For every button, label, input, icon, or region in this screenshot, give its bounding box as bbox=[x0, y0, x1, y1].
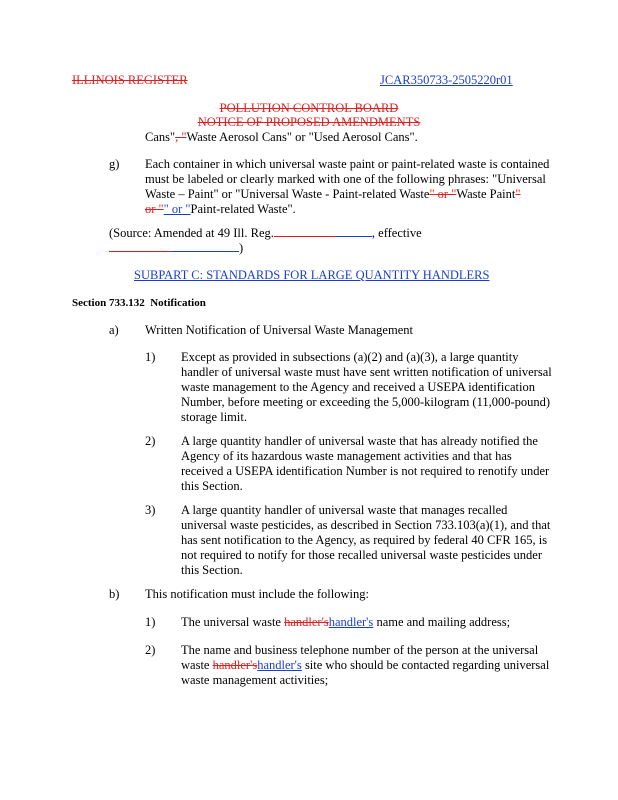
item-line: waste management to the Agency and received a USEPA identification bbox=[181, 380, 535, 394]
para-g-inserted: " or " bbox=[163, 202, 191, 216]
cont-text: " or " bbox=[286, 130, 314, 144]
cont-deleted: , " bbox=[175, 130, 187, 144]
para-b-title: This notification must include the following: bbox=[145, 587, 369, 601]
source-text: ) bbox=[239, 241, 244, 255]
board-title: POLLUTION CONTROL BOARD bbox=[219, 101, 399, 115]
item-line: Agency of its hazardous waste management activities and that has bbox=[181, 449, 512, 463]
item-deleted: handler's bbox=[212, 658, 258, 672]
source-note-line2 bbox=[109, 241, 243, 256]
section-number: Section 733.132 bbox=[72, 297, 145, 309]
item-line: storage limit. bbox=[181, 410, 247, 424]
item-b1-text bbox=[181, 615, 601, 630]
item-text: waste bbox=[181, 658, 213, 672]
source-blank-inserted bbox=[336, 227, 372, 237]
para-g-text-span: ". bbox=[287, 202, 296, 216]
source-text: , effective bbox=[371, 226, 422, 240]
para-g-line bbox=[145, 202, 595, 217]
item-line: this Section. bbox=[181, 563, 243, 577]
source-blank-deleted bbox=[274, 227, 336, 237]
para-g-text-span: "Universal bbox=[492, 172, 546, 186]
register-header-left: ILLINOIS REGISTER bbox=[72, 73, 188, 87]
item-text: name and mailing address; bbox=[373, 615, 511, 629]
para-g-text bbox=[145, 157, 595, 217]
para-g-deleted: or " bbox=[145, 202, 164, 216]
item-line: received a USEPA identification Number is not required to renotify under bbox=[181, 464, 550, 478]
register-header-right: JCAR350733-2505220r01 bbox=[380, 73, 513, 87]
para-g-text-span: Waste Paint bbox=[456, 187, 516, 201]
subpart-heading: SUBPART C: STANDARDS FOR LARGE QUANTITY HANDLERS bbox=[134, 268, 490, 282]
para-g-text-span: Paint-related Waste bbox=[190, 202, 288, 216]
source-note bbox=[109, 226, 422, 241]
item-line: The name and business telephone number of the person at the universal bbox=[181, 643, 539, 657]
para-g-deleted: " or " bbox=[429, 187, 457, 201]
item-line: has sent notification to the Agency, as required by federal 40 CFR 165, is bbox=[181, 533, 548, 547]
item-line: universal waste pesticides, as described in Section 733.103(a)(1), and that bbox=[181, 518, 551, 532]
item-a2-text bbox=[181, 434, 601, 494]
item-a3-text bbox=[181, 503, 601, 578]
cont-text: Used Aerosol Cans bbox=[313, 130, 410, 144]
source-text: (Source: Amended at 49 Ill. Reg. bbox=[109, 226, 274, 240]
item-inserted: handler's bbox=[328, 615, 374, 629]
para-g-line: Each container in which universal waste paint or paint-related waste is contained bbox=[145, 157, 550, 171]
item-line: this Section. bbox=[181, 479, 243, 493]
item-b1-label: 1) bbox=[145, 615, 156, 629]
item-line: A large quantity handler of universal waste that manages recalled bbox=[181, 503, 508, 517]
item-line: not required to notify for those recalled universal waste pesticides under bbox=[181, 548, 542, 562]
item-b2-text bbox=[181, 643, 601, 688]
continuation-line bbox=[145, 130, 418, 145]
para-g-text-span: Waste – Paint bbox=[145, 187, 214, 201]
item-text: site who should be contacted regarding universal bbox=[301, 658, 550, 672]
para-b-label: b) bbox=[109, 587, 120, 601]
source-blank-inserted bbox=[171, 242, 239, 252]
item-a1-label: 1) bbox=[145, 350, 156, 364]
para-g-label: g) bbox=[109, 157, 120, 171]
para-g-line bbox=[145, 187, 595, 202]
notice-title: NOTICE OF PROPOSED AMENDMENTS bbox=[197, 115, 421, 129]
para-a-title: Written Notification of Universal Waste Management bbox=[145, 323, 413, 337]
para-g-deleted: " bbox=[515, 187, 521, 201]
item-a1-text bbox=[181, 350, 601, 425]
cont-text: Waste Aerosol Cans bbox=[186, 130, 287, 144]
section-heading bbox=[72, 296, 206, 311]
item-b2-label: 2) bbox=[145, 643, 156, 657]
item-a2-label: 2) bbox=[145, 434, 156, 448]
item-line: A large quantity handler of universal waste that has already notified the bbox=[181, 434, 538, 448]
para-g-text-span: must be labeled or clearly bbox=[145, 172, 278, 186]
item-inserted: handler's bbox=[257, 658, 302, 672]
item-line: waste management activities; bbox=[181, 673, 329, 687]
section-title: Notification bbox=[150, 297, 206, 309]
para-g-line bbox=[145, 172, 595, 187]
item-line: Except as provided in subsections (a)(2) and (a)(3), a large quantity bbox=[181, 350, 519, 364]
para-g-text-span: marked with one of the following phrases: bbox=[277, 172, 493, 186]
cont-text: Cans" bbox=[145, 130, 176, 144]
para-g-text-span: " or " bbox=[213, 187, 241, 201]
item-deleted: handler's bbox=[284, 615, 329, 629]
cont-text: ". bbox=[409, 130, 418, 144]
para-a-label: a) bbox=[109, 323, 119, 337]
item-line: Number, before meeting or exceeding the 5,000-kilogram (11,000-pound) bbox=[181, 395, 551, 409]
source-blank-deleted bbox=[109, 242, 171, 252]
para-g-text-span: Universal Waste - Paint-related Waste bbox=[240, 187, 430, 201]
item-line: handler of universal waste must have sent written notification of universal bbox=[181, 365, 552, 379]
item-a3-label: 3) bbox=[145, 503, 156, 517]
item-text: The universal waste bbox=[181, 615, 285, 629]
item-line bbox=[181, 658, 601, 673]
